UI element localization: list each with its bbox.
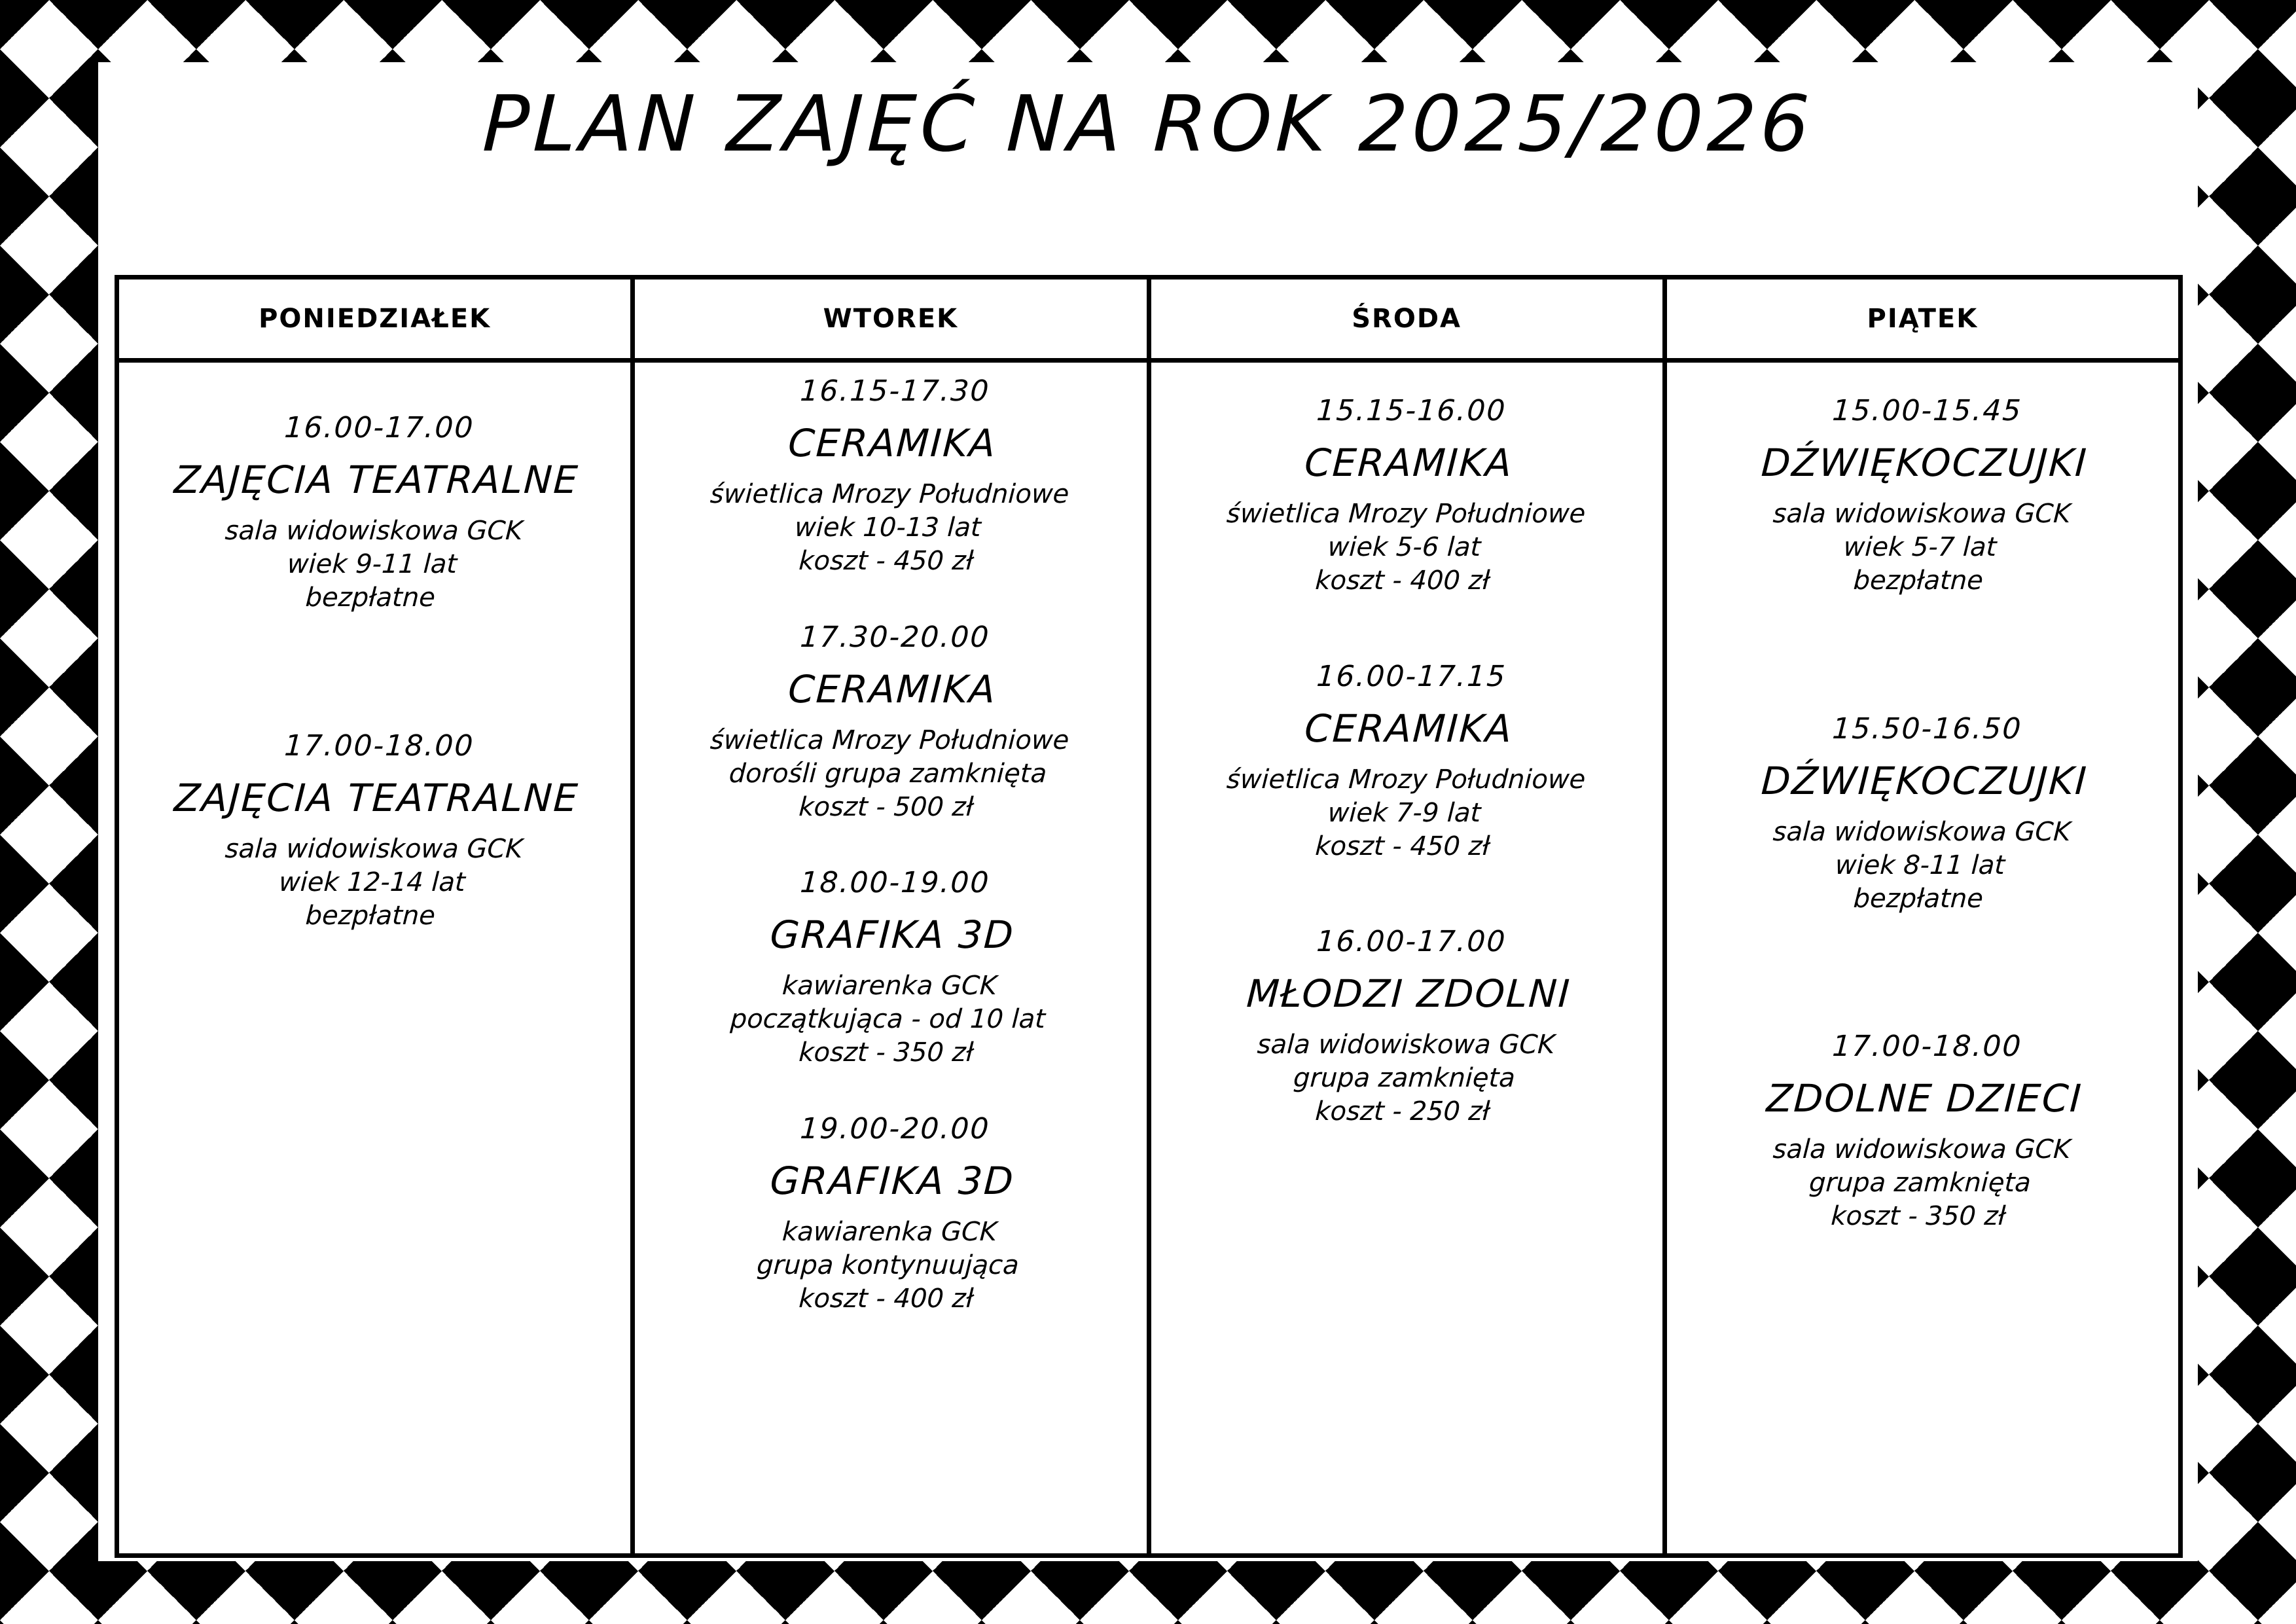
class-place: świetlica Mrozy Południowe (709, 478, 1070, 509)
class-place: sala widowiskowa GCK (224, 833, 524, 864)
class-time: 18.00-19.00 (799, 866, 991, 900)
class-name: CERAMIKA (1303, 441, 1514, 485)
class-time: 16.00-17.15 (1315, 659, 1507, 693)
class-cost: koszt - 350 zł (1830, 1201, 2007, 1232)
class-name: DŹWIĘKOCZUJKI (1759, 441, 2089, 485)
class-time: 16.00-17.00 (1315, 925, 1507, 959)
class-place: sala widowiskowa GCK (224, 515, 524, 546)
schedule-table (115, 275, 2183, 1558)
class-name: CERAMIKA (787, 666, 998, 712)
class-name: MŁODZI ZDOLNI (1245, 971, 1572, 1017)
class-entry (1679, 712, 2167, 916)
class-cost: koszt - 400 zł (1314, 566, 1490, 596)
class-entry (1679, 394, 2167, 598)
column-header-wednesday: ŚRODA (1151, 280, 1667, 358)
class-time: 16.15-17.30 (799, 374, 991, 408)
class-age: początkująca - od 10 lat (730, 1004, 1047, 1035)
class-age: wiek 5-6 lat (1326, 532, 1482, 563)
class-entry (131, 411, 619, 615)
day-column-monday (119, 363, 635, 1553)
column-header-friday: PIĄTEK (1867, 304, 1979, 334)
class-cost: koszt - 450 zł (798, 546, 975, 577)
class-cost: bezpłatne (1852, 883, 1984, 914)
table-header-row (119, 280, 2178, 363)
class-cost: koszt - 400 zł (798, 1283, 975, 1314)
class-entry (1162, 925, 1651, 1129)
class-time: 16.00-17.00 (283, 411, 475, 444)
day-column-friday (1667, 363, 2178, 1553)
class-name: ZAJĘCIA TEATRALNE (173, 775, 581, 820)
class-age: grupa zamknięta (1808, 1168, 2032, 1199)
class-cost: bezpłatne (1852, 566, 1984, 596)
class-entry (1162, 394, 1651, 598)
class-time: 17.30-20.00 (799, 620, 991, 654)
class-name: GRAFIKA 3D (769, 912, 1016, 958)
class-place: sala widowiskowa GCK (1772, 498, 2072, 529)
class-age: dorośli grupa zamknięta (728, 758, 1048, 789)
class-age: grupa kontynuująca (756, 1250, 1020, 1280)
class-cost: bezpłatne (304, 583, 437, 613)
class-entry (1162, 660, 1651, 864)
page-title: PLAN ZAJĘĆ NA ROK 2025/2026 (481, 79, 1815, 169)
class-age: wiek 7-9 lat (1326, 797, 1482, 828)
class-age: wiek 5-7 lat (1842, 532, 1998, 563)
table-body-row (119, 363, 2178, 1553)
class-cost: bezpłatne (304, 900, 437, 931)
class-cost: koszt - 500 zł (798, 791, 975, 822)
class-entry (647, 374, 1135, 579)
class-age: wiek 9-11 lat (286, 549, 458, 580)
class-place: sala widowiskowa GCK (1772, 1134, 2072, 1164)
class-name: CERAMIKA (1303, 706, 1514, 751)
class-place: kawiarenka GCK (781, 1216, 998, 1247)
class-place: świetlica Mrozy Południowe (1225, 498, 1587, 529)
class-time: 19.00-20.00 (799, 1111, 991, 1146)
class-place: kawiarenka GCK (781, 970, 998, 1001)
class-entry (131, 729, 619, 933)
class-time: 17.00-18.00 (283, 729, 475, 763)
class-name: CERAMIKA (787, 421, 998, 465)
class-entry (647, 866, 1135, 1070)
class-name: ZDOLNE DZIECI (1765, 1076, 2084, 1121)
class-name: GRAFIKA 3D (769, 1158, 1016, 1203)
class-place: świetlica Mrozy Południowe (709, 725, 1070, 755)
class-time: 15.15-16.00 (1315, 394, 1507, 427)
class-place: sala widowiskowa GCK (1256, 1029, 1556, 1060)
class-cost: koszt - 450 zł (1314, 831, 1490, 861)
day-column-tuesday (635, 363, 1151, 1553)
class-time: 15.50-16.50 (1831, 712, 2023, 746)
class-cost: koszt - 350 zł (798, 1038, 975, 1068)
class-place: sala widowiskowa GCK (1772, 816, 2072, 847)
class-entry (647, 621, 1135, 825)
class-age: wiek 8-11 lat (1834, 850, 2006, 880)
class-entry (647, 1112, 1135, 1316)
class-cost: koszt - 250 zł (1314, 1096, 1490, 1127)
class-age: wiek 10-13 lat (794, 513, 982, 543)
class-time: 15.00-15.45 (1831, 394, 2023, 427)
column-header-monday: PONIEDZIAŁEK (119, 280, 635, 358)
class-name: DŹWIĘKOCZUJKI (1759, 758, 2089, 803)
column-header-tuesday: WTOREK (635, 280, 1151, 358)
class-name: ZAJĘCIA TEATRALNE (173, 458, 581, 502)
class-age: grupa zamknięta (1292, 1063, 1516, 1094)
day-column-wednesday (1151, 363, 1667, 1553)
class-entry (1679, 1030, 2167, 1234)
class-age: wiek 12-14 lat (278, 867, 467, 897)
class-place: świetlica Mrozy Południowe (1225, 764, 1587, 795)
class-time: 17.00-18.00 (1831, 1030, 2023, 1064)
